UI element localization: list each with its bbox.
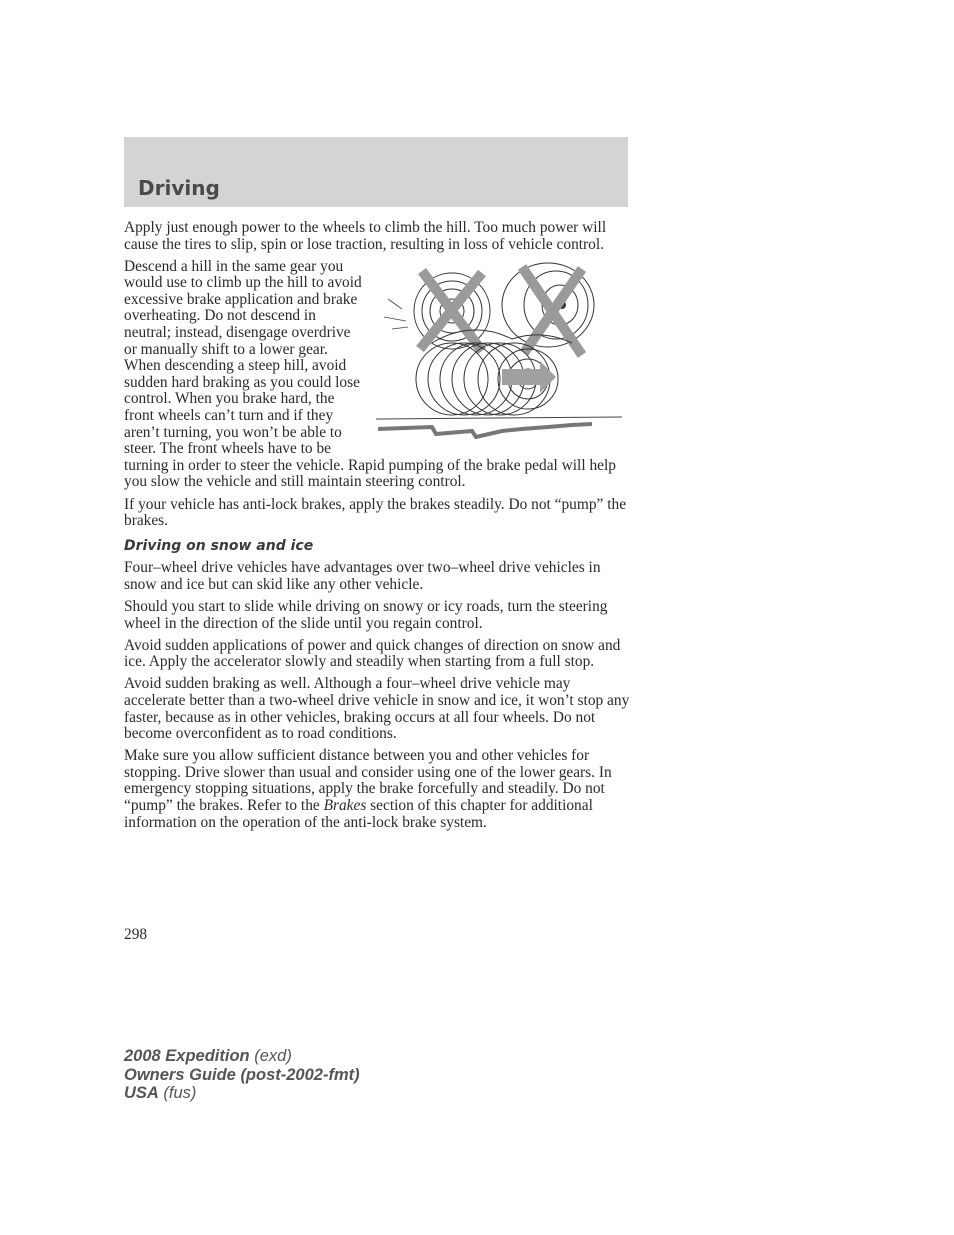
tire-illustration-svg <box>372 259 630 455</box>
footer-model: 2008 Expedition <box>124 1047 250 1065</box>
paragraph-slide: Should you start to slide while driving on snowy or icy roads, turn the steering wheel in the direction of the slide until you regain control. <box>124 597 608 632</box>
page-body <box>124 220 630 837</box>
ground-line <box>376 417 622 419</box>
subheading-snow-ice: Driving on snow and ice <box>124 537 314 554</box>
tire-braking-illustration <box>372 259 630 455</box>
paragraph-anti-lock: If your vehicle has anti-lock brakes, apply the brakes steadily. Do not “pump” the brakes. <box>124 495 627 530</box>
footer-market: USA <box>124 1084 159 1102</box>
page-number: 298 <box>124 926 148 943</box>
document-footer <box>124 1047 360 1103</box>
footer-model-code: (exd) <box>249 1047 292 1065</box>
section-title: Driving <box>138 176 220 200</box>
paragraph-sudden-braking: Avoid sudden braking as well. Although a four–wheel drive vehicle may accelerate better than a two-wheel drive vehicle in snow and ice, it won’t stop any faster, because as in other vehicles, braking occurs at all four wheels. Do not become overconfident as to road conditions. <box>124 675 630 743</box>
ground-tread-marks <box>378 424 592 437</box>
footer-market-code: (fus) <box>158 1084 197 1102</box>
stopping-text-after: section of this chapter for additional information on the operation of the anti-lock brake system. <box>124 797 593 831</box>
paragraph-climb-hill: Apply just enough power to the wheels to climb the hill. Too much power will cause the tires to slip, spin or lose traction, resulting in loss of vehicle control. <box>124 219 607 253</box>
footer-line-1 <box>124 1047 360 1066</box>
footer-line-2 <box>124 1066 360 1085</box>
stopping-text-before: Make sure you allow sufficient distance between you and other vehicles for stopping. Drive slower than usual and consider using one of the lower gears. In emergency stopping situations, apply the brake forcefully and steadily. Do not “pump” the brakes. Refer to the <box>124 747 612 814</box>
footer-line-3 <box>124 1084 360 1103</box>
footer-guide: Owners Guide (post-2002-fmt) <box>124 1065 360 1084</box>
x-mark-right <box>522 267 582 355</box>
paragraph-descend-hill: Descend a hill in the same gear you would use to climb up the hill to avoid excessive brake application and brake overheating. Do not descend in neutral; instead, disengage overdrive or manually shift to a lower gear. When descending a steep hill, avoid sudden hard braking as you could lose control. When you brake hard, the front wheels can’t turn and if they aren’t turning, you won’t be able to steer. The front wheels have to be turning in order to steer the vehicle. Rapid pumping of the brake pedal will help you slow the vehicle and still maintain steering control. <box>124 257 616 491</box>
paragraph-four-wheel-drive: Four–wheel drive vehicles have advantages over two–wheel drive vehicles in snow and ice but can skid like any other vehicle. <box>124 559 601 593</box>
paragraph-sudden-power: Avoid sudden applications of power and quick changes of direction on snow and ice. Apply the accelerator slowly and steadily when starting from a full stop. <box>124 636 621 671</box>
brakes-section-reference: Brakes <box>323 797 367 814</box>
x-mark-left <box>420 271 482 351</box>
paragraph-stopping-distance <box>124 748 630 831</box>
